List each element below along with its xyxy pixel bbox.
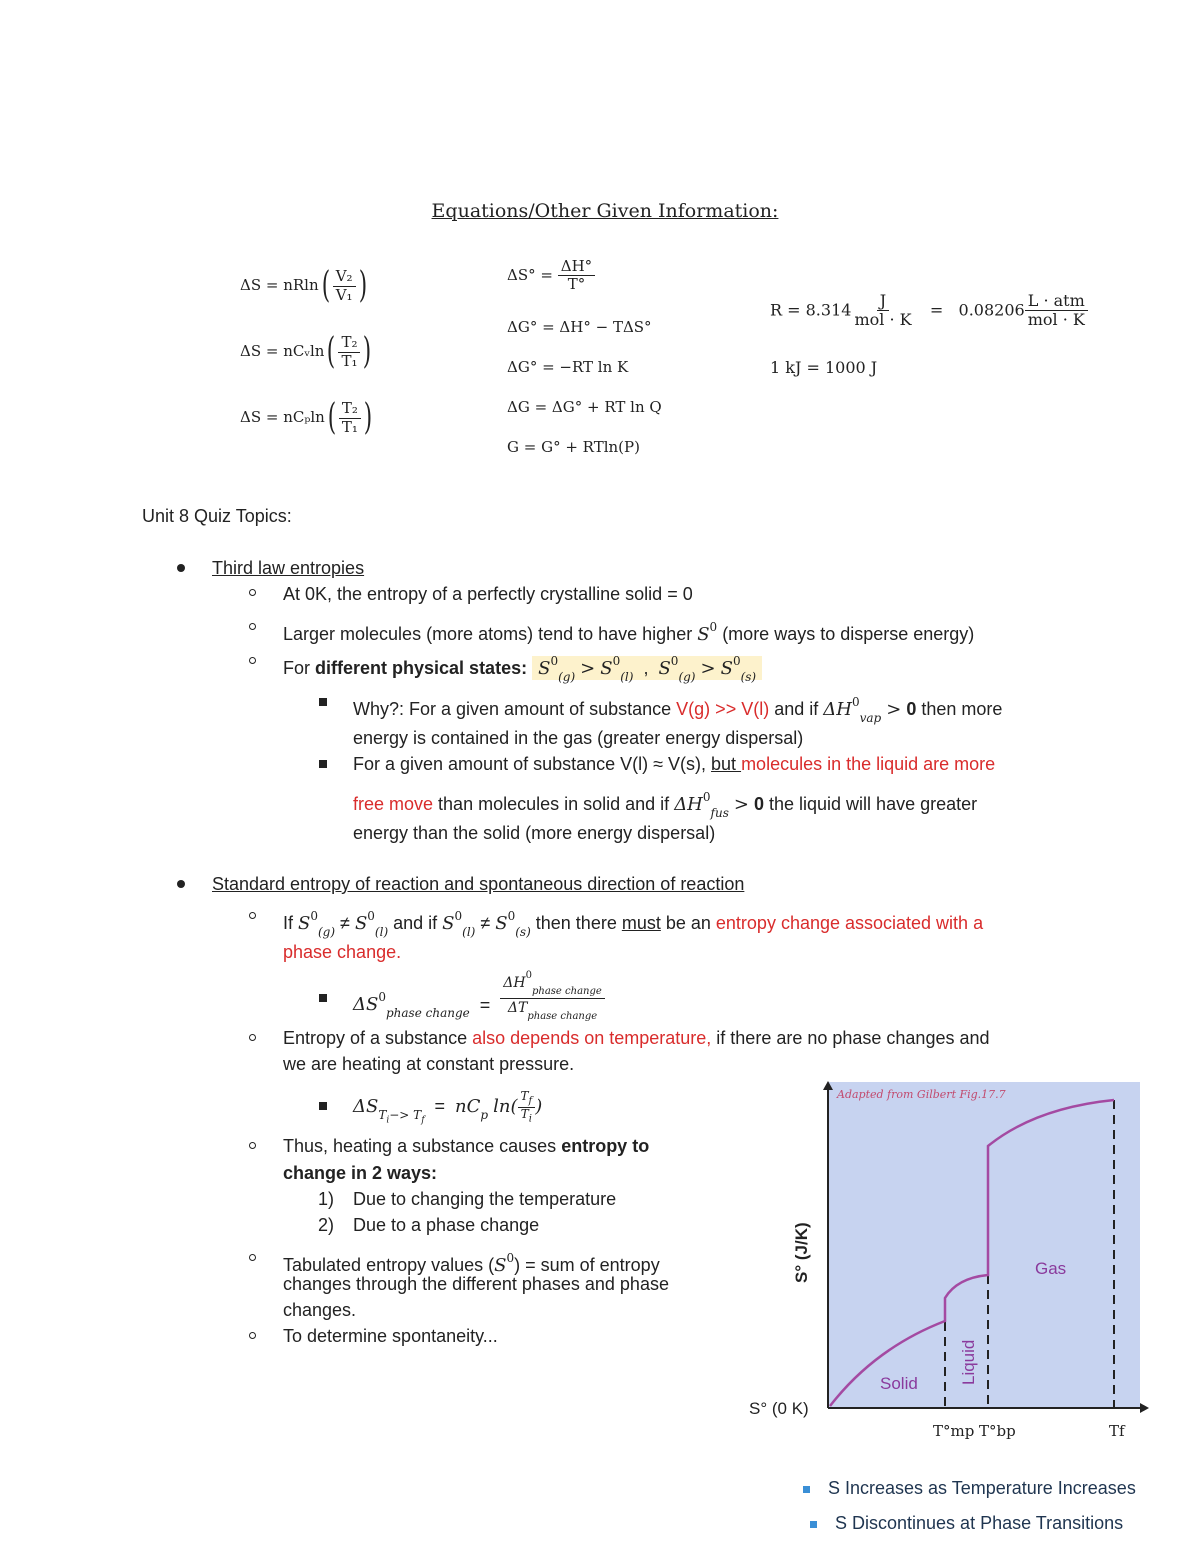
region-liquid: Liquid — [959, 1339, 978, 1385]
eq-denominator: T₁ — [341, 417, 358, 436]
gibbs-equation: ΔG° = ΔH° − TΔS° — [507, 318, 652, 336]
text-run: than molecules in solid and if — [433, 794, 675, 814]
thus-line-1 — [283, 1135, 649, 1157]
x-tick-tf: Tf — [1109, 1422, 1125, 1440]
circle-bullet-icon — [249, 657, 256, 664]
if-line-2: phase change. — [283, 942, 402, 962]
text-run: then there — [530, 913, 622, 933]
bold-text: different physical states: — [315, 658, 528, 678]
given-line-1 — [353, 753, 995, 775]
eq-denominator: T° — [567, 275, 586, 294]
if-line-1: If $S^0_{(g)} \ne S^0_{(l)}$ and if $S^0_{(l)} \ne S^0_{(s)}$ then there must be an entropy change associated with a — [283, 909, 984, 939]
square-bullet-icon — [319, 1102, 327, 1110]
temperature-line-1 — [283, 1027, 990, 1049]
circle-bullet-icon — [249, 589, 256, 596]
given-line-3: energy than the solid (more energy dispersal) — [353, 823, 716, 843]
square-bullet-icon — [810, 1521, 817, 1528]
unit-denominator: mol · K — [854, 310, 912, 330]
text-run: if there are no phase changes and — [711, 1028, 990, 1048]
text-run: and if — [769, 699, 824, 719]
red-text: V(g) >> V(l) — [676, 699, 770, 719]
kj-conversion: 1 kJ = 1000 J — [770, 358, 878, 377]
entropy-volume-equation: ΔS = nRln ( $\frac{\text{V₂}}{\text{V₁}}$ ) — [240, 265, 367, 306]
text-run: (more ways to disperse energy) — [717, 624, 975, 644]
bold-text: entropy to — [561, 1136, 650, 1156]
way-1: Due to changing the temperature — [353, 1189, 617, 1209]
why-line-2: energy is contained in the gas (greater energy dispersal) — [353, 728, 804, 748]
figure-note-2: S Discontinues at Phase Transitions — [835, 1513, 1124, 1533]
way-1-number: 1) — [318, 1189, 335, 1209]
region-gas: Gas — [1035, 1259, 1067, 1278]
text-run: ) = sum of entropy — [514, 1255, 660, 1275]
temperature-entropy-equation: $\Delta S_{T_i-> T_f} = nC_p$ ln( $\frac{T_f}{T_i}$ ) — [353, 1089, 543, 1126]
tabulated-line-2: changes through the different phases and phase — [283, 1274, 669, 1294]
bullet-icon — [177, 564, 185, 572]
x-tick-bp: T°bp — [979, 1422, 1016, 1440]
text-run: Why?: For a given amount of substance — [353, 699, 677, 719]
entropy-cv-equation: ΔS = nCᵥln ( $\frac{\text{T₂}}{\text{T₁}}$ ) — [240, 331, 372, 372]
third-law-item-1: At 0K, the entropy of a perfectly crystalline solid = 0 — [283, 584, 693, 604]
square-bullet-icon — [319, 698, 327, 706]
topics-heading: Unit 8 Quiz Topics: — [142, 506, 292, 526]
state-order-highlight: $S^0_{(g)} > S^0_{(l)}$ , $S^0_{(g)} > S^0_{(s)}$ — [532, 656, 762, 680]
x-tick-mp: T°mp — [933, 1422, 975, 1440]
underlined-text: but — [711, 754, 742, 774]
tabulated-line-1: Tabulated entropy values $(S^0)$ = sum of entropy — [283, 1251, 660, 1276]
text-run: be an — [660, 913, 716, 933]
way-2: Due to a phase change — [353, 1215, 540, 1235]
red-text: free move — [353, 794, 434, 814]
third-law-item-3 — [283, 650, 762, 688]
unit-numerator: L · atm — [1025, 292, 1088, 311]
text-run: Thus, heating a substance causes — [283, 1136, 562, 1156]
text-run: and if — [388, 913, 443, 933]
eq-lhs: ΔS° = — [507, 265, 553, 284]
gibbs-k-equation: ΔG° = −RT ln K — [507, 358, 629, 376]
square-bullet-icon — [803, 1486, 810, 1493]
given-line-2: free move than molecules in solid and if $\Delta H^0_{fus} > 0$ the liquid will have greater — [353, 790, 978, 820]
region-solid: Solid — [880, 1374, 918, 1393]
text-run: Larger molecules (more atoms) tend to have higher — [283, 624, 698, 644]
x-axis-arrow-icon — [1140, 1403, 1149, 1413]
eq-lhs: ΔS = nCᵥln — [240, 342, 325, 360]
spontaneity-line: To determine spontaneity... — [283, 1326, 498, 1346]
text-run: For — [283, 658, 316, 678]
entropy-phase-equation — [507, 258, 595, 294]
eq-lhs: ΔS = nCₚln — [240, 408, 325, 426]
y-axis-label: S° (J/K) — [792, 1222, 811, 1283]
red-text: entropy change associated with a — [715, 913, 984, 933]
r-value: R = 8.314 — [770, 300, 852, 320]
red-text: also depends on temperature, — [472, 1028, 712, 1048]
circle-bullet-icon — [249, 1254, 256, 1261]
text-run: For a given amount of substance V(l) ≈ V(s), — [353, 754, 712, 774]
unit-numerator: J — [877, 292, 889, 311]
figure-note-1: S Increases as Temperature Increases — [828, 1478, 1136, 1498]
eq-denominator: T₁ — [341, 351, 358, 370]
thus-line-2: change in 2 ways: — [283, 1163, 438, 1183]
eq-numerator: T₂ — [339, 400, 361, 418]
gas-constant — [770, 292, 1088, 330]
gibbs-pressure-equation: G = G° + RTln(P) — [507, 438, 640, 456]
eq-numerator: V₂ — [333, 268, 356, 286]
circle-bullet-icon — [249, 912, 256, 919]
text-run: then more — [916, 699, 1003, 719]
circle-bullet-icon — [249, 1332, 256, 1339]
entropy-figure-svg — [745, 1078, 1155, 1448]
text-run: Tabulated entropy values ( — [283, 1255, 495, 1275]
underlined-text: must — [621, 913, 661, 933]
text-run: Entropy of a substance — [283, 1028, 473, 1048]
text-run: If — [283, 913, 299, 933]
tabulated-line-3: changes. — [283, 1300, 357, 1320]
figure-caption: Adapted from Gilbert Fig.17.7 — [837, 1088, 1006, 1101]
phase-change-equation: $\Delta S^0_{phase change}$ = $\frac{\Delta H^0_{phase change}}{\Delta T_{phase change}}$ — [353, 968, 605, 1024]
entropy-temperature-figure — [745, 1078, 1155, 1448]
gibbs-q-equation: ΔG = ΔG° + RT ln Q — [507, 398, 662, 416]
y-zero-label: S° (0 K) — [749, 1399, 809, 1418]
section-third-law: Third law entropies — [212, 558, 365, 578]
bullet-icon — [177, 880, 185, 888]
way-2-number: 2) — [318, 1215, 335, 1235]
why-line-1: Why?: For a given amount of substance V(g) >> V(l) and if $\Delta H^0_{vap} > 0$ then more — [353, 695, 1003, 725]
square-bullet-icon — [319, 760, 327, 768]
square-bullet-icon — [319, 994, 327, 1002]
circle-bullet-icon — [249, 623, 256, 630]
entropy-cp-equation: ΔS = nCₚln ( $\frac{\text{T₂}}{\text{T₁}}$ ) — [240, 397, 373, 438]
text-run: the liquid will have greater — [764, 794, 978, 814]
equals-sign: = — [929, 300, 944, 320]
circle-bullet-icon — [249, 1142, 256, 1149]
eq-lhs: ΔS = nRln — [240, 276, 319, 294]
red-text: molecules in the liquid are more — [741, 754, 996, 774]
temperature-line-2: we are heating at constant pressure. — [283, 1054, 575, 1074]
r-value-alt: 0.08206 — [958, 300, 1025, 320]
third-law-item-2: Larger molecules (more atoms) tend to have higher $S^0$ (more ways to disperse energy) — [283, 620, 975, 645]
unit-denominator: mol · K — [1027, 310, 1085, 330]
eq-numerator: T₂ — [338, 334, 360, 352]
page-title: Equations/Other Given Information: — [431, 200, 779, 222]
circle-bullet-icon — [249, 1034, 256, 1041]
section-standard-entropy: Standard entropy of reaction and spontaneous direction of reaction — [212, 874, 745, 894]
eq-numerator: ΔH° — [558, 258, 595, 276]
eq-denominator: V₁ — [335, 285, 353, 304]
